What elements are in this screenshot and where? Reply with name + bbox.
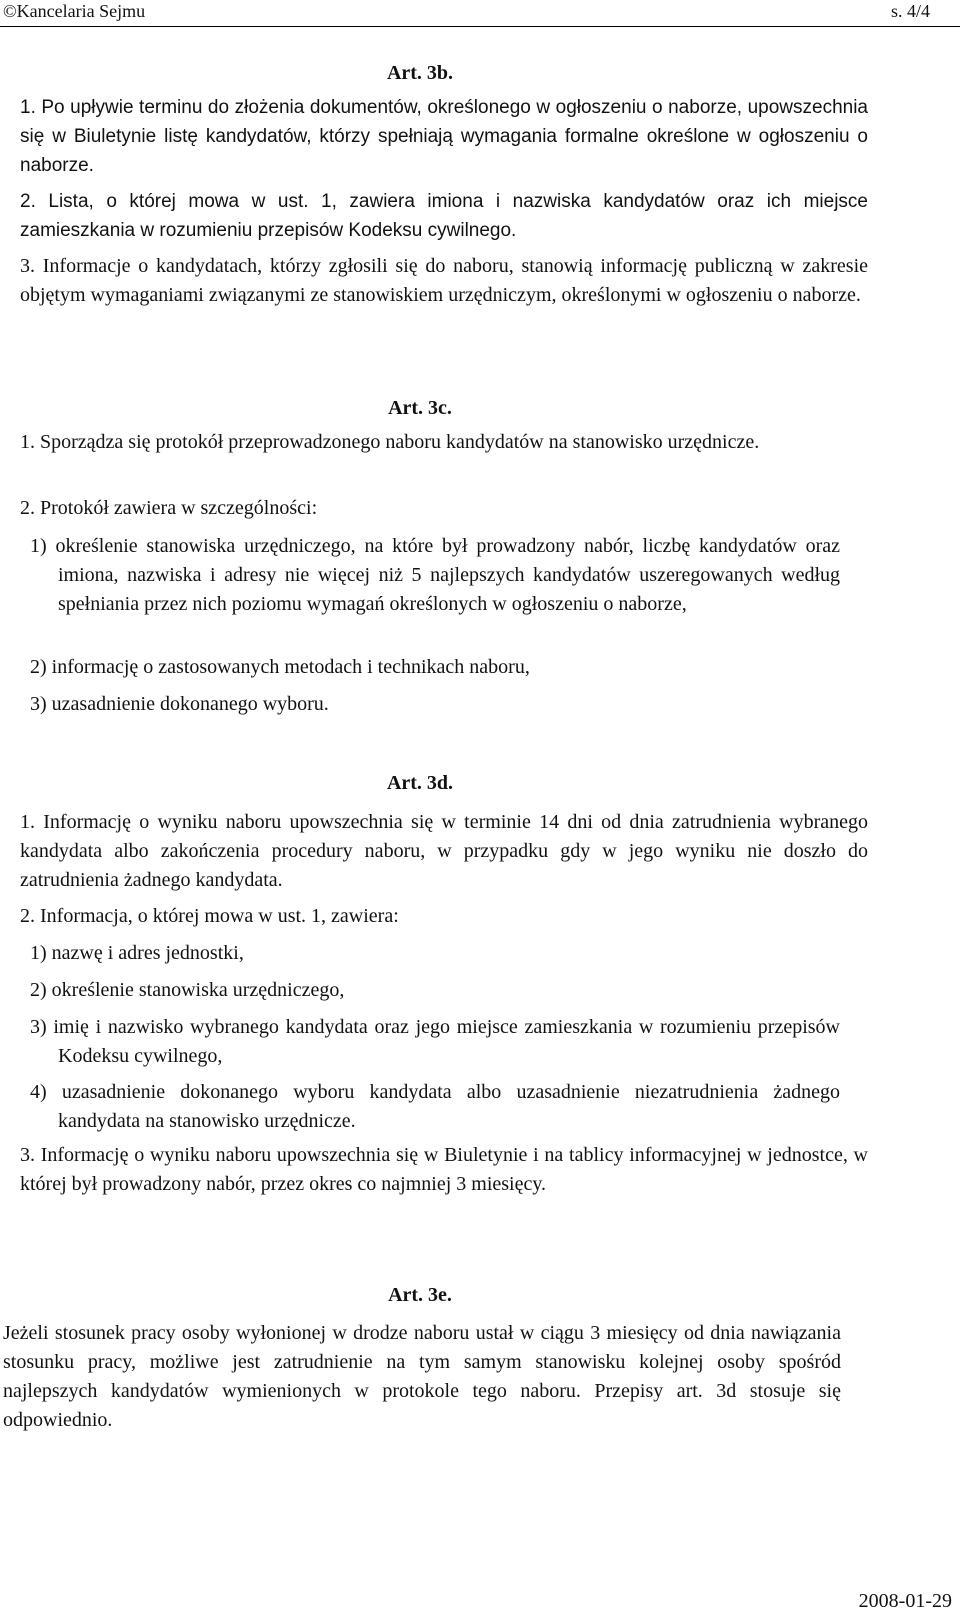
article-3b-paragraph-1: 1. Po upływie terminu do złożenia dokumentów, określonego w ogłoszeniu o naborze, upowszechnia się w Biuletynie listę kandydatów, którzy spełniają wymagania formalne określone w ogłoszeniu o naborze. [20, 97, 868, 176]
article-3d-title: Art. 3d. [386, 772, 454, 794]
page-header [0, 0, 960, 27]
document-date: 2008-01-29 [858, 1590, 952, 1612]
article-3d-item-3: 3) imię i nazwisko wybranego kandydata oraz jego miejsce zamieszkania w rozumieniu przepisów Kodeksu cywilnego, [30, 1016, 840, 1067]
article-3c-item-3: 3) uzasadnienie dokonanego wyboru. [30, 693, 329, 715]
article-3d-paragraph-1: 1. Informację o wyniku naboru upowszechnia się w terminie 14 dni od dnia zatrudnienia wybranego kandydata albo zakończenia procedury naboru, w przypadku gdy w jego wyniku nie doszło do zatrudnienia żadnego kandydata. [20, 811, 868, 891]
article-3c-item-1: 1) określenie stanowiska urzędniczego, na które był prowadzony nabór, liczbę kandydatów oraz imiona, nazwiska i adresy nie więcej niż 5 najlepszych kandydatów uszeregowanych według spełniania przez nich poziomu wymagań określonych w ogłoszeniu o naborze, [30, 535, 840, 615]
header-copyright: ©Kancelaria Sejmu [3, 1, 146, 21]
article-3b-title: Art. 3b. [386, 62, 454, 84]
article-3b-paragraph-2: 2. Lista, o której mowa w ust. 1, zawiera imiona i nazwiska kandydatów oraz ich miejsce zamieszkania w rozumieniu przepisów Kodeksu cywilnego. [20, 191, 868, 241]
article-3e-title: Art. 3e. [388, 1284, 452, 1306]
article-3d-item-2: 2) określenie stanowiska urzędniczego, [30, 979, 345, 1001]
page-number: s. 4/4 [890, 1, 930, 21]
article-3e-paragraph: Jeżeli stosunek pracy osoby wyłonionej w drodze naboru ustał w ciągu 3 miesięcy od dnia nawiązania stosunku pracy, możliwe jest zatrudnienie na tym samym stanowisku kolejnej osoby spośród najlepszych kandydatów wymienionych w protokole tego naboru. Przepisy art. 3d stosuje się odpowiednio. [3, 1322, 841, 1431]
article-3c-paragraph-1: 1. Sporządza się protokół przeprowadzonego naboru kandydatów na stanowisko urzędnicze. [20, 431, 760, 453]
article-3d-paragraph-2: 2. Informacja, o której mowa w ust. 1, zawiera: [20, 905, 399, 927]
article-3d-item-4: 4) uzasadnienie dokonanego wyboru kandydata albo uzasadnienie niezatrudnienia żadnego kandydata na stanowisko urzędnicze. [30, 1081, 840, 1132]
article-3c-title: Art. 3c. [388, 397, 452, 419]
article-3c-item-2: 2) informację o zastosowanych metodach i technikach naboru, [30, 656, 530, 678]
article-3d-item-1: 1) nazwę i adres jednostki, [30, 942, 244, 964]
article-3d-paragraph-3: 3. Informację o wyniku naboru upowszechnia się w Biuletynie i na tablicy informacyjnej w jednostce, w której był prowadzony nabór, przez okres co najmniej 3 miesięcy. [20, 1144, 868, 1195]
article-3b-paragraph-3: 3. Informacje o kandydatach, którzy zgłosili się do naboru, stanowią informację publiczną w zakresie objętym wymaganiami związanymi ze stanowiskiem urzędniczym, określonymi w ogłoszeniu o naborze. [20, 255, 868, 306]
article-3c-paragraph-2: 2. Protokół zawiera w szczególności: [20, 497, 318, 519]
